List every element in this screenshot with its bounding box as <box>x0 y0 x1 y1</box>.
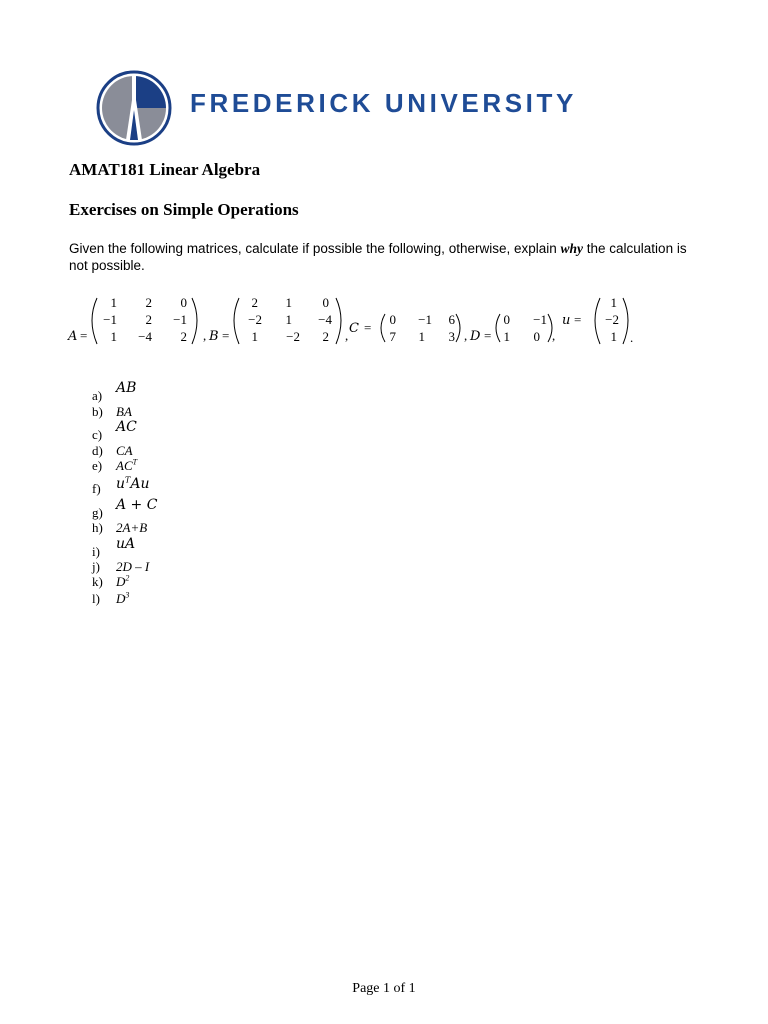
list-item-expression <box>116 591 129 607</box>
expression-base: D <box>116 574 126 589</box>
expression-base: D <box>116 591 126 606</box>
list-item-label: g) <box>92 505 103 520</box>
list-item-expression: A + C <box>116 497 158 513</box>
matrix-c-name: C <box>349 321 359 336</box>
matrix-b-comma: , <box>345 328 349 343</box>
matrix-equation <box>66 290 656 350</box>
list-item-expression <box>116 458 137 474</box>
vector-u-cell: 1 <box>610 295 617 310</box>
list-item-expression: CA <box>116 443 133 458</box>
list-item-expression: 2D – I <box>116 559 150 574</box>
expression-superscript: 3 <box>125 590 130 600</box>
list-item-expression: BA <box>116 404 132 419</box>
matrix-b-cell: 0 <box>322 295 329 310</box>
vector-u-cell: −2 <box>605 312 619 327</box>
list-item-label: h) <box>92 520 103 535</box>
matrix-b-name: B <box>209 329 219 344</box>
list-item-label: e) <box>92 458 103 473</box>
matrix-c-comma: , <box>464 328 468 343</box>
vector-u-right-paren <box>623 298 628 344</box>
matrix-c-cell: 3 <box>448 329 455 344</box>
expression-superscript: T <box>125 475 131 485</box>
expression-base: u <box>116 476 126 492</box>
matrix-b-cell: 1 <box>285 295 292 310</box>
matrix-c-cell: 6 <box>448 312 455 327</box>
list-item-label: i) <box>92 544 100 559</box>
matrix-definitions <box>66 290 656 350</box>
page-title: Exercises on Simple Operations <box>69 200 299 219</box>
matrix-a-right-paren <box>192 298 197 344</box>
list-item-expression: 2A+B <box>116 520 148 535</box>
instructions-emphasis: why <box>560 241 584 256</box>
list-item-label: f) <box>92 481 101 496</box>
matrix-a-cell: 2 <box>145 312 152 327</box>
matrix-a-left-paren <box>92 298 97 344</box>
list-item-label: j) <box>92 559 100 574</box>
university-logo <box>96 70 656 146</box>
list-item-label: a) <box>92 388 103 403</box>
matrix-a-comma: , <box>203 328 207 343</box>
matrix-c-eq: = <box>364 320 372 335</box>
matrix-a-cell: 1 <box>110 329 117 344</box>
matrix-b-cell: 2 <box>322 329 329 344</box>
matrix-d-cell: 0 <box>503 312 510 327</box>
matrix-b-cell: 2 <box>251 295 258 310</box>
matrix-a-cell: 0 <box>180 295 187 310</box>
matrix-d-eq: = <box>484 328 492 343</box>
list-item-expression: AB <box>116 380 137 396</box>
matrix-c-left-paren <box>381 314 385 342</box>
page-number: Page 1 of 1 <box>352 981 416 996</box>
matrix-a-cell: −1 <box>173 312 187 327</box>
matrix-d-cell: −1 <box>533 312 547 327</box>
expression-rest: Au <box>130 476 150 492</box>
expression-superscript: T <box>132 457 138 467</box>
matrix-d-cell: 0 <box>533 329 540 344</box>
matrix-c-cell: 0 <box>389 312 396 327</box>
matrix-b-cell: 1 <box>285 312 292 327</box>
matrix-d-name: D <box>470 329 481 344</box>
matrix-a-cell: −1 <box>103 312 117 327</box>
matrix-c-cell: 1 <box>418 329 425 344</box>
matrix-a-cell: 2 <box>145 295 152 310</box>
matrix-a-cell: 2 <box>180 329 187 344</box>
expression-base: AC <box>116 458 133 473</box>
instructions-text-start: Given the following matrices, calculate if possible the following, otherwise, explain <box>69 241 561 256</box>
matrix-a-cell: −4 <box>138 329 152 344</box>
matrix-d-comma: , <box>552 328 556 343</box>
instructions-text-end: the calculation is not possible. <box>69 241 687 273</box>
exercise-list <box>92 380 292 620</box>
university-name: FREDERICK UNIVERSITY <box>190 88 577 118</box>
matrix-b-cell: −2 <box>286 329 300 344</box>
list-item-label: k) <box>92 574 103 589</box>
list-item-expression <box>116 574 129 590</box>
vector-u-period: . <box>630 330 634 345</box>
matrix-a-name: A <box>68 329 78 344</box>
list-item-expression: AC <box>116 419 137 435</box>
list-item-expression: uA <box>116 536 136 552</box>
vector-u-left-paren <box>595 298 600 344</box>
vector-u-name: u <box>562 313 571 328</box>
matrix-d-left-paren <box>496 314 500 342</box>
frederick-university-seal-icon <box>96 70 176 146</box>
matrix-a-cell: 1 <box>110 295 117 310</box>
instructions-paragraph <box>69 240 689 274</box>
matrix-c-right-paren <box>456 314 460 342</box>
matrix-b-right-paren <box>336 298 341 344</box>
matrix-b-left-paren <box>234 298 239 344</box>
expression-superscript: 2 <box>125 573 130 583</box>
list-item-label: d) <box>92 443 103 458</box>
list-item-label: c) <box>92 427 103 442</box>
matrix-c-cell: −1 <box>418 312 432 327</box>
matrix-b-cell: −2 <box>248 312 262 327</box>
list-item-label: b) <box>92 404 103 419</box>
matrix-b-eq: = <box>222 328 230 343</box>
matrix-b-cell: −4 <box>318 312 332 327</box>
list-item-label: l) <box>92 591 100 606</box>
matrix-d-cell: 1 <box>503 329 510 344</box>
course-title: AMAT181 Linear Algebra <box>69 160 261 179</box>
matrix-a-eq: = <box>80 328 88 343</box>
vector-u-eq: = <box>574 312 582 327</box>
vector-u-cell: 1 <box>610 329 617 344</box>
matrix-c-cell: 7 <box>389 329 396 344</box>
list-item-expression <box>116 476 150 492</box>
matrix-b-cell: 1 <box>251 329 258 344</box>
